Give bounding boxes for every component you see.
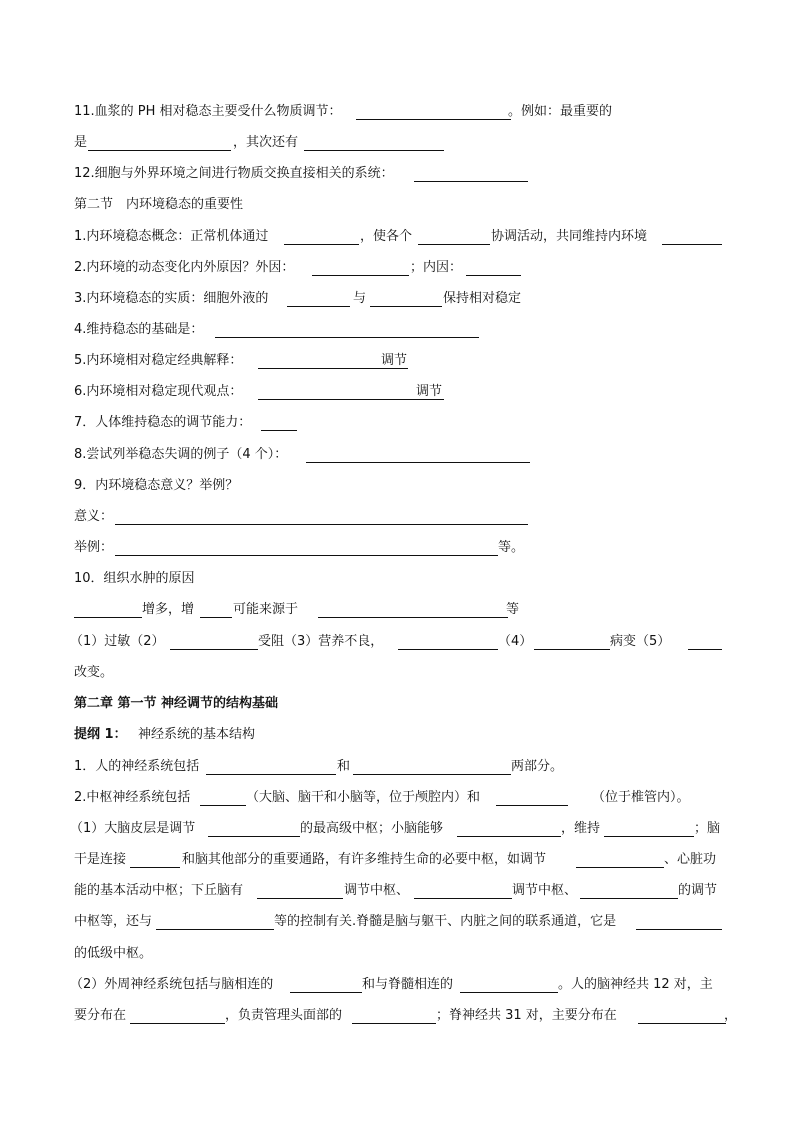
s5-text-2: 调节 (381, 353, 408, 368)
answer-blank[interactable] (662, 244, 722, 245)
answer-blank[interactable] (200, 617, 232, 618)
s10-text: 10．组织水肿的原因 (74, 571, 195, 586)
n2-1-text-4: ；脑 (694, 821, 721, 836)
answer-blank[interactable] (318, 617, 508, 618)
answer-blank[interactable] (261, 430, 297, 431)
answer-blank[interactable] (170, 649, 258, 650)
s9-line (0, 476, 794, 496)
answer-blank[interactable] (130, 1023, 225, 1024)
s1-line (0, 227, 794, 247)
answer-blank[interactable] (370, 306, 442, 307)
n2-4-text: 中枢等，还与 (74, 914, 153, 929)
n2-2-text-3: 、心脏功 (664, 852, 717, 867)
answer-blank[interactable] (115, 555, 498, 556)
s5-line (0, 351, 794, 371)
n2-text: 2.中枢神经系统包括 (74, 790, 191, 805)
n2-4-line (0, 912, 794, 932)
s10-text-2: 增多，增 (142, 602, 195, 617)
answer-blank[interactable] (115, 524, 528, 525)
section-title: 第二节 内环境稳态的重要性 (74, 197, 244, 212)
section-title-line (0, 195, 794, 215)
answer-blank[interactable] (636, 929, 722, 930)
s10-text-4: 等 (506, 602, 520, 617)
s10-line-2 (0, 600, 794, 620)
q11-text-3: 是 (74, 135, 88, 150)
answer-blank[interactable] (414, 898, 512, 899)
s7-text: 7．人体维持稳态的调节能力： (74, 415, 252, 430)
answer-blank[interactable] (215, 337, 479, 338)
answer-blank[interactable] (688, 649, 722, 650)
n2-3-text: 能的基本活动中枢；下丘脑有 (74, 883, 244, 898)
answer-blank[interactable] (200, 805, 246, 806)
answer-blank[interactable] (414, 181, 528, 182)
answer-blank[interactable] (356, 119, 511, 120)
answer-blank[interactable] (460, 992, 558, 993)
n2-2-text: 干是连接 (74, 852, 127, 867)
n2-3-text-3: 调节中枢、 (512, 883, 578, 898)
s10-text-3: 可能来源于 (233, 602, 299, 617)
answer-blank[interactable] (580, 898, 678, 899)
outline-line (0, 725, 794, 745)
s5-text: 5.内环境相对稳定经典解释： (74, 353, 243, 368)
n3-2-text-4: ， (724, 1008, 738, 1023)
s1-text-2: ，使各个 (360, 229, 413, 244)
s10-text-8: 病变（5） (610, 634, 671, 649)
answer-blank[interactable] (130, 867, 180, 868)
n1-text-3: 两部分。 (511, 759, 564, 774)
n2-text-2: （大脑、脑干和小脑等，位于颅腔内）和 (246, 790, 481, 805)
n2-2-text-2: 和脑其他部分的重要通路，有许多维持生命的必要中枢，如调节 (182, 852, 547, 867)
q12-line (0, 164, 794, 184)
answer-blank[interactable] (206, 774, 336, 775)
s10-line-4 (0, 663, 794, 683)
n2-3-text-4: 的调节 (678, 883, 718, 898)
answer-blank[interactable] (398, 649, 498, 650)
s3-text: 3.内环境稳态的实质：细胞外液的 (74, 291, 269, 306)
q11-text-2: 。例如：最重要的 (508, 104, 613, 119)
n2-1-text-2: 的最高级中枢；小脑能够 (300, 821, 444, 836)
answer-blank[interactable] (638, 1023, 726, 1024)
s4-text: 4.维持稳态的基础是： (74, 322, 204, 337)
s4-line (0, 320, 794, 340)
outline-text: 神经系统的基本结构 (138, 727, 256, 742)
answer-blank[interactable] (284, 244, 359, 245)
outline-label: 提纲 1： (74, 727, 127, 742)
n2-5-line (0, 944, 794, 964)
s10-text-5: （1）过敏（2） (70, 634, 165, 649)
n2-4-text-2: 等的控制有关.脊髓是脑与躯干、内脏之间的联系通道，它是 (274, 914, 617, 929)
answer-blank[interactable] (312, 275, 409, 276)
s9-example-line (0, 538, 794, 558)
q12-text: 12.细胞与外界环境之间进行物质交换直接相关的系统： (74, 166, 394, 181)
n2-5-text: 的低级中枢。 (74, 946, 153, 961)
s9-example-label: 举例： (74, 540, 114, 555)
s10-line-3 (0, 632, 794, 652)
s1-text: 1.内环境稳态概念：正常机体通过 (74, 229, 269, 244)
answer-blank[interactable] (466, 275, 521, 276)
n3-1-text-3: 。人的脑神经共 12 对，主 (558, 977, 713, 992)
answer-blank[interactable] (74, 617, 142, 618)
s9-text: 9．内环境稳态意义？举例？ (74, 478, 239, 493)
n1-text-2: 和 (337, 759, 351, 774)
n2-2-line (0, 850, 794, 870)
q11-text-4: ，其次还有 (233, 135, 299, 150)
answer-blank[interactable] (418, 244, 490, 245)
s2-text: 2.内环境的动态变化内外原因？外因： (74, 260, 295, 275)
answer-blank[interactable] (304, 150, 444, 151)
q11-line-1 (0, 102, 794, 122)
s9-meaning-label: 意义： (74, 509, 114, 524)
n3-2-line (0, 1006, 794, 1026)
s3-line (0, 289, 794, 309)
answer-blank[interactable] (604, 836, 694, 837)
answer-blank[interactable] (257, 898, 343, 899)
s3-text-2: 与 (353, 291, 367, 306)
answer-blank[interactable] (353, 774, 511, 775)
q11-line-2 (0, 133, 794, 153)
n2-text-3: （位于椎管内）。 (592, 790, 690, 805)
s7-line (0, 413, 794, 433)
n1-text: 1．人的神经系统包括 (74, 759, 200, 774)
s10-line (0, 569, 794, 589)
s6-text: 6.内环境相对稳定现代观点： (74, 384, 243, 399)
n3-2-text: 要分布在 (74, 1008, 127, 1023)
answer-blank[interactable] (496, 805, 568, 806)
s6-line (0, 382, 794, 402)
answer-blank[interactable] (88, 150, 231, 151)
s2-text-2: ；内因： (410, 260, 463, 275)
n2-1-line (0, 819, 794, 839)
s10-text-6: 受阻（3）营养不良， (258, 634, 384, 649)
answer-blank[interactable] (306, 462, 530, 463)
answer-blank[interactable] (208, 836, 300, 837)
s8-line (0, 445, 794, 465)
n2-line (0, 788, 794, 808)
chapter-title: 第二章 第一节 神经调节的结构基础 (74, 696, 279, 711)
answer-blank[interactable] (352, 1023, 436, 1024)
n3-1-line (0, 975, 794, 995)
q11-text: 11.血浆的 PH 相对稳态主要受什么物质调节： (74, 104, 342, 119)
answer-blank[interactable] (156, 929, 274, 930)
s8-text: 8.尝试列举稳态失调的例子（4 个）： (74, 447, 288, 462)
s2-line (0, 258, 794, 278)
answer-blank[interactable] (534, 649, 610, 650)
s9-meaning-line (0, 507, 794, 527)
chapter-title-line (0, 694, 794, 714)
n3-1-text-2: 和与脊髓相连的 (362, 977, 454, 992)
s9-end-text: 等。 (498, 540, 525, 555)
s1-text-3: 协调活动，共同维持内环境 (491, 229, 648, 244)
n3-1-text: （2）外周神经系统包括与脑相连的 (70, 977, 274, 992)
s10-text-7: （4） (498, 634, 533, 649)
n3-2-text-2: ，负责管理头面部的 (225, 1008, 343, 1023)
answer-blank[interactable] (457, 836, 561, 837)
n2-3-line (0, 881, 794, 901)
s6-text-2: 调节 (416, 384, 443, 399)
s3-text-3: 保持相对稳定 (443, 291, 522, 306)
n2-1-text-3: ，维持 (561, 821, 601, 836)
n2-3-text-2: 调节中枢、 (344, 883, 410, 898)
answer-blank[interactable] (576, 867, 664, 868)
n3-2-text-3: ；脊神经共 31 对，主要分布在 (436, 1008, 617, 1023)
s10-text-9: 改变。 (74, 665, 114, 680)
n2-1-text: （1）大脑皮层是调节 (70, 821, 196, 836)
n1-line (0, 757, 794, 777)
answer-blank[interactable] (287, 306, 350, 307)
answer-blank[interactable] (290, 992, 362, 993)
